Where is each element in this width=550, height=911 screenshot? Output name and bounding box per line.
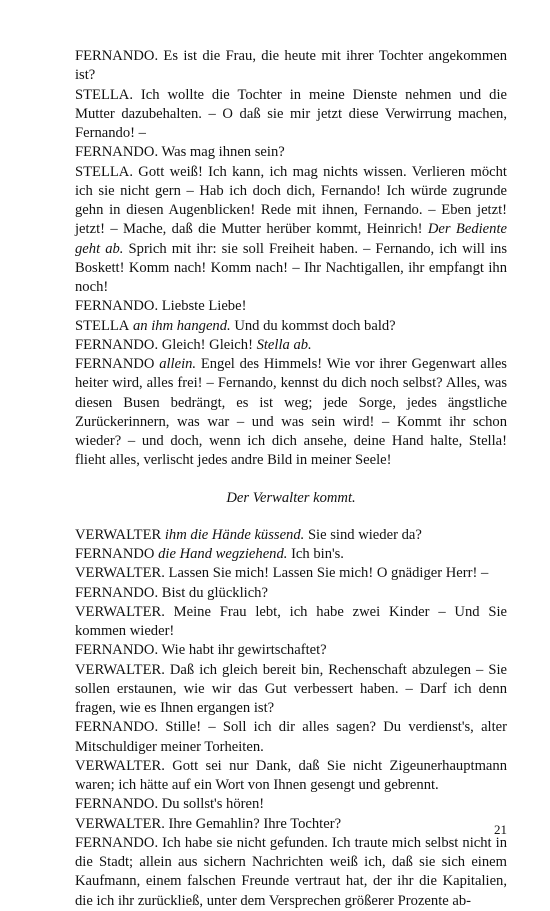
stage-note: an ihm hangend. <box>129 317 231 334</box>
dialogue-line <box>75 795 507 814</box>
dialogue-text: Sie sind wieder da? <box>304 526 422 543</box>
dialogue-line <box>75 355 507 471</box>
speaker-name: VERWALTER. <box>75 815 165 832</box>
dialogue-line <box>75 297 507 316</box>
stage-note: ihm die Hände küssend. <box>161 526 305 543</box>
dialogue-text: Ich wollte die Tochter in meine Dienste nehmen und die Mutter dazubehalten. – O daß sie mir jetzt diese Verwirrung machen, Fernando! – <box>75 86 507 141</box>
dialogue-line <box>75 163 507 298</box>
speaker-name: FERNANDO <box>75 546 155 562</box>
speaker-name: STELLA <box>75 317 130 334</box>
speaker-name: FERNANDO. <box>75 584 159 601</box>
speaker-name: FERNANDO. <box>75 298 159 315</box>
dialogue-line <box>75 86 507 144</box>
dialogue-block-2 <box>75 526 507 911</box>
dialogue-line <box>75 545 507 564</box>
speaker-name: VERWALTER. <box>75 603 165 620</box>
speaker-name: VERWALTER. <box>75 757 165 774</box>
speaker-name: FERNANDO. <box>75 336 159 353</box>
speaker-name: FERNANDO <box>75 356 155 372</box>
dialogue-text: Daß ich gleich bereit bin, Rechenschaft abzulegen – Sie sollen erstaunen, wie wir das Gut verbessert haben. – Darf ich denn fragen, wie es Ihnen ergangen ist? <box>75 661 507 716</box>
stage-direction: Der Verwalter kommt. <box>226 489 356 506</box>
speaker-name: VERWALTER. <box>75 565 165 582</box>
dialogue-line <box>75 143 507 162</box>
speaker-name: FERNANDO. <box>75 796 159 813</box>
dialogue-text: Wie habt ihr gewirtschaftet? <box>158 642 327 659</box>
dialogue-text: Stille! – Soll ich dir alles sagen? Du verdienst's, alter Mitschuldiger meiner Torheiten. <box>75 719 507 755</box>
dialogue-line <box>75 661 507 719</box>
dialogue-text: Was mag ihnen sein? <box>158 144 285 161</box>
dialogue-text: Sprich mit ihr: sie soll Freiheit haben. – Fernando, ich will ins Boskett! Komm nach! Komm nach! – Ihr Nachtigallen, ihr empfangt ihn noch! <box>75 240 507 295</box>
dialogue-text: Du sollst's hören! <box>158 796 265 813</box>
dialogue-text: Es ist die Frau, die heute mit ihrer Tochter angekommen ist? <box>75 48 507 84</box>
dialogue-text: Ich habe sie nicht gefunden. Ich traute mich selbst nicht in die Stadt; allein aus sichern Nachrichten weiß ich, daß sie sich einem Kaufmann, einem falschen Freunde vertraut hat, der ihr die Kapitalien, die ich ihr zurückließ, unter dem Versprechen größerer Prozente ab- <box>75 834 507 909</box>
dialogue-text: Gott weiß! Ich kann, ich mag nichts wissen. Verlieren möcht ich sie nicht gern – Hab ich doch dich, Fernando! Ich würde zugrunde gehn in diesen Augenblicken! Rede mit ihnen, Fernando. – Eben jetzt! jetzt! – Mache, daß die Mutter herüber kommt, Heinrich! <box>75 163 507 238</box>
stage-note: Der Bediente geht ab. <box>75 221 507 257</box>
play-text <box>75 47 507 911</box>
dialogue-line <box>75 564 507 583</box>
dialogue-text: Meine Frau lebt, ich habe zwei Kinder – Und Sie kommen wieder! <box>75 603 507 639</box>
dialogue-line <box>75 718 507 757</box>
dialogue-line <box>75 584 507 603</box>
dialogue-block-1 <box>75 47 507 471</box>
dialogue-line <box>75 47 507 86</box>
speaker-name: FERNANDO. <box>75 144 159 161</box>
stage-note: Stella ab. <box>256 336 312 353</box>
page-number: 21 <box>494 822 507 837</box>
dialogue-text: Lassen Sie mich! Lassen Sie mich! O gnädiger Herr! – <box>164 565 489 582</box>
speaker-name: STELLA. <box>75 86 133 103</box>
dialogue-line <box>75 815 507 834</box>
speaker-name: FERNANDO. <box>75 48 159 64</box>
dialogue-text: Und du kommst doch bald? <box>230 317 396 334</box>
speaker-name: FERNANDO. <box>75 719 159 736</box>
dialogue-text: Gleich! Gleich! <box>158 336 257 353</box>
stage-note: allein. <box>154 356 197 372</box>
dialogue-line <box>75 526 507 545</box>
speaker-name: FERNANDO. <box>75 642 159 659</box>
stage-note: die Hand wegziehend. <box>154 546 288 562</box>
speaker-name: VERWALTER <box>75 526 162 543</box>
dialogue-line <box>75 757 507 796</box>
dialogue-text: Engel des Himmels! Wie vor ihrer Gegenwart alles heiter wird, alles frei! – Fernando, kennst du dich noch selbst? Alles, was diesen Busen bedrängt, es ist weg; jede Sorge, jedes ängstliche Zurückerinnern, was war – und was sein wird! – Kommt ihr schon wieder? – und doch, wenn ich dich ansehe, deine Hand halte, Stella! flieht alles, verlischt jedes andre Bild in meiner Seele! <box>75 356 507 469</box>
dialogue-text: Ich bin's. <box>287 546 344 562</box>
speaker-name: STELLA. <box>75 163 133 180</box>
dialogue-text: Gott sei nur Dank, daß Sie nicht Zigeunerhauptmann waren; ich hätte auf ein Wort von Ihnen gesengt und gebrennt. <box>75 757 507 793</box>
dialogue-text: Liebste Liebe! <box>158 298 247 315</box>
dialogue-line <box>75 336 507 355</box>
speaker-name: FERNANDO. <box>75 834 159 851</box>
dialogue-text: Ihre Gemahlin? Ihre Tochter? <box>164 815 342 832</box>
dialogue-text: Bist du glücklich? <box>158 584 268 601</box>
dialogue-line <box>75 641 507 660</box>
dialogue-line <box>75 603 507 642</box>
dialogue-line <box>75 834 507 911</box>
dialogue-line <box>75 317 507 336</box>
speaker-name: VERWALTER. <box>75 661 165 678</box>
